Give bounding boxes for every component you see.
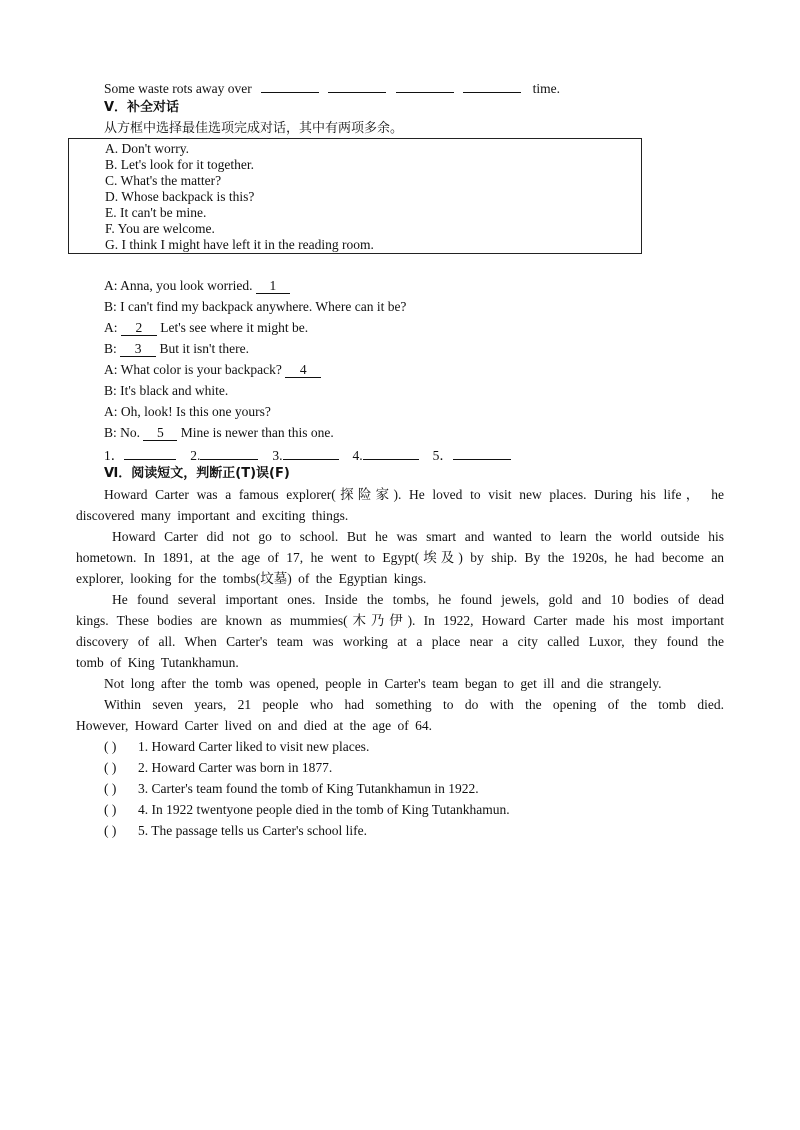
statement-4 [104, 802, 510, 818]
options-box [68, 138, 642, 254]
answer-paren[interactable]: ( ) [104, 760, 117, 775]
paragraph-line: hometown. In 1891, at the age of 17, he went to Egypt(埃及) by ship. By the 1920s, he had become an [76, 550, 724, 565]
statement-text: 4. In 1922 twentyone people died in the tomb of King Tutankhamun. [138, 802, 510, 817]
answer-label: 3. [272, 448, 283, 463]
dialogue-text: A: Anna, you look worried. [104, 278, 256, 293]
option-a: A. Don't worry. [105, 141, 190, 156]
paragraph-line: Within seven years, 21 people who had something to do with the opening of the tomb died. [104, 697, 724, 712]
dialogue-blank-1[interactable]: 1 [256, 279, 290, 294]
fill-text-before: Some waste rots away over [104, 81, 252, 96]
option-g: G. I think I might have left it in the reading room. [105, 237, 374, 252]
answer-blank[interactable] [124, 446, 176, 460]
answer-label: 4. [352, 448, 363, 463]
paragraph-line: Howard Carter was a famous explorer(探险家). He loved to visit new places. During his life， he [104, 487, 724, 502]
dialogue-text: B: [104, 341, 121, 356]
dialogue-text: A: Oh, look! Is this one yours? [104, 404, 271, 419]
dialogue-line [104, 362, 321, 378]
answer-label: 2. [190, 448, 201, 463]
paragraph-line: He found several important ones. Inside the tombs, he found jewels, gold and 10 bodies of dead [112, 592, 724, 607]
option-d: D. Whose backpack is this? [105, 189, 255, 204]
paragraph-line: Howard Carter did not go to school. But he was smart and wanted to learn the world outside his [112, 529, 724, 544]
dialogue-text: B: It's black and white. [104, 383, 229, 398]
dialogue-blank-2[interactable]: 2 [121, 321, 157, 336]
dialogue-line [104, 425, 334, 441]
dialogue-blank-3[interactable]: 3 [120, 342, 156, 357]
dialogue-line [104, 278, 290, 294]
answer-label: 5． [432, 448, 453, 463]
dialogue-text: Let's see where it might be. [156, 320, 309, 335]
section-5-instruction: 从方框中选择最佳选项完成对话，其中有两项多余。 [104, 121, 404, 136]
paragraph-line: Not long after the tomb was opened, people in Carter's team began to get ill and die strangely. [104, 676, 662, 691]
answer-blank[interactable] [396, 79, 454, 93]
dialogue-line [104, 299, 406, 315]
option-c: C. What's the matter? [105, 173, 222, 188]
dialogue-text: But it isn't there. [156, 341, 249, 356]
answer-paren[interactable]: ( ) [104, 802, 117, 817]
section-5-title: Ⅴ．补全对话 [104, 100, 180, 115]
statement-text: 2. Howard Carter was born in 1877. [138, 760, 333, 775]
dialogue-line [104, 383, 228, 399]
answer-blank[interactable] [261, 79, 319, 93]
statement-2 [104, 760, 332, 776]
paragraph-line: discovery of all. When Carter's team was working at a place near a city called Luxor, they found the [76, 634, 724, 649]
dialogue-line [104, 404, 271, 420]
statement-3 [104, 781, 479, 797]
dialogue-text: B: No. [104, 425, 144, 440]
answer-blank[interactable] [363, 446, 419, 460]
paragraph-line: kings. These bodies are known as mummies(木乃伊). In 1922, Howard Carter made his most important [76, 613, 724, 628]
answer-blank[interactable] [283, 446, 339, 460]
answer-blank[interactable] [328, 79, 386, 93]
dialogue-text: A: [104, 320, 121, 335]
statement-1 [104, 739, 369, 755]
answer-blank[interactable] [453, 446, 511, 460]
statement-5 [104, 823, 367, 839]
answer-paren[interactable]: ( ) [104, 739, 117, 754]
paragraph-line: However, Howard Carter lived on and died at the age of 64. [76, 718, 432, 733]
fill-in-sentence [104, 79, 560, 97]
dialogue-line [104, 341, 249, 357]
option-e: E. It can't be mine. [105, 205, 207, 220]
section-6-title: Ⅵ．阅读短文，判断正(T)误(F) [104, 466, 290, 481]
answer-paren[interactable]: ( ) [104, 781, 117, 796]
statement-text: 3. Carter's team found the tomb of King Tutankhamun in 1922. [138, 781, 479, 796]
dialogue-blank-5[interactable]: 5 [143, 426, 177, 441]
option-f: F. You are welcome. [105, 221, 215, 236]
statement-text: 1. Howard Carter liked to visit new places. [138, 739, 370, 754]
paragraph-line: explorer, looking for the tombs(坟墓) of the Egyptian kings. [76, 571, 427, 586]
statement-text: 5. The passage tells us Carter's school life. [138, 823, 368, 838]
dialogue-text: B: I can't find my backpack anywhere. Where can it be? [104, 299, 407, 314]
option-b: B. Let's look for it together. [105, 157, 255, 172]
paragraph-line: discovered many important and exciting things. [76, 508, 349, 523]
dialogue-text: Mine is newer than this one. [177, 425, 334, 440]
answer-label: 1． [104, 448, 125, 463]
dialogue-line [104, 320, 308, 336]
paragraph-line: tomb of King Tutankhamun. [76, 655, 239, 670]
answer-blank[interactable] [463, 79, 521, 93]
answer-paren[interactable]: ( ) [104, 823, 117, 838]
fill-text-after: time. [532, 81, 560, 96]
answer-row [104, 446, 511, 464]
dialogue-blank-4[interactable]: 4 [285, 363, 321, 378]
dialogue-text: A: What color is your backpack? [104, 362, 286, 377]
answer-blank[interactable] [200, 446, 258, 460]
